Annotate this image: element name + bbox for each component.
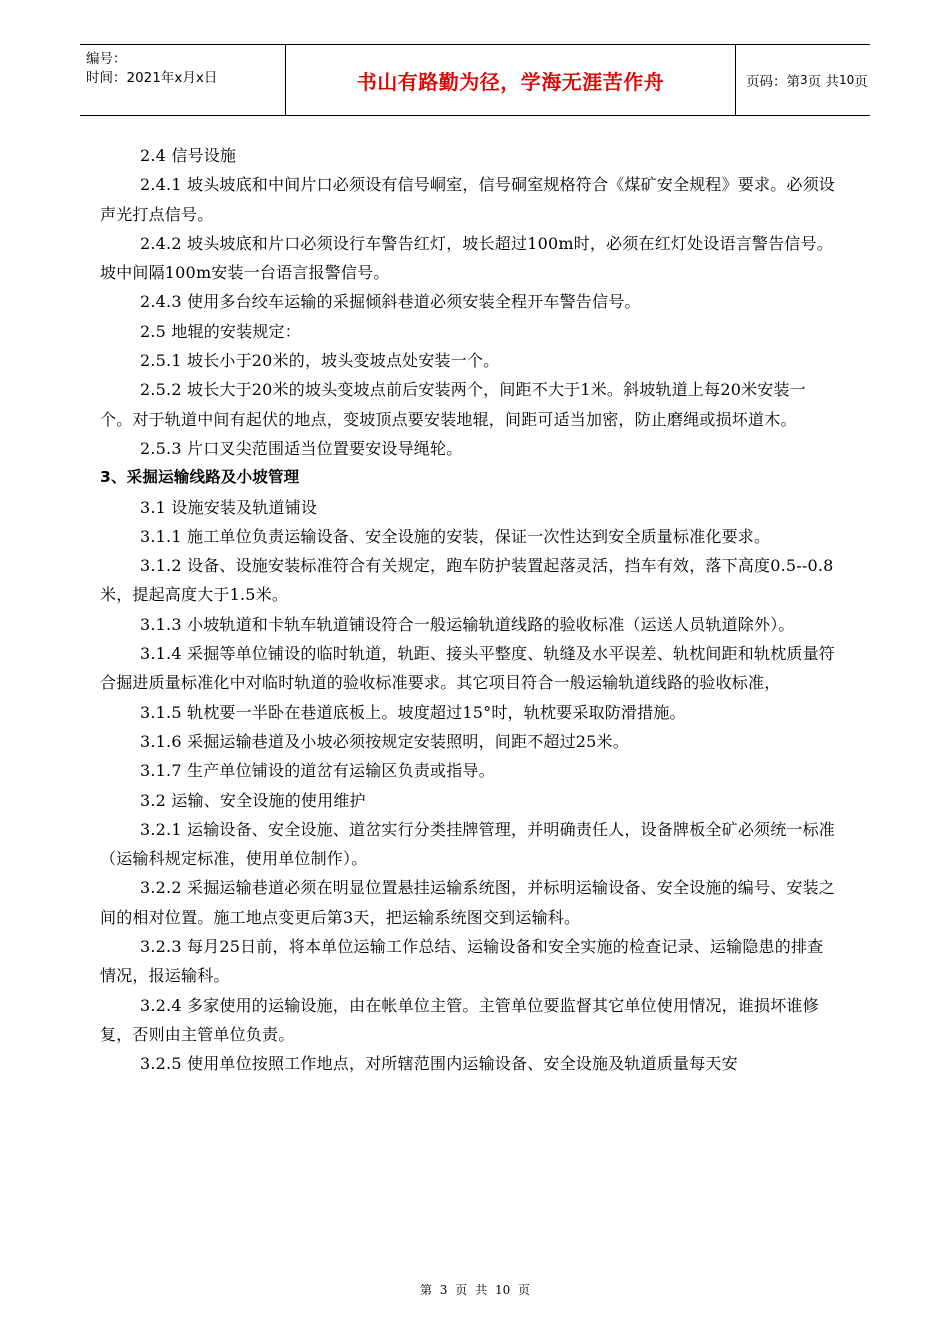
paragraph: 3.2.4 多家使用的运输设施，由在帐单位主管。主管单位要监督其它单位使用情况，谁损坏谁修复，否则由主管单位负责。 <box>100 995 819 1044</box>
paragraph: 2.4.3 使用多台绞车运输的采掘倾斜巷道必须安装全程开车警告信号。 <box>140 292 641 312</box>
page-total: 10 <box>838 73 855 87</box>
paragraph: 3.2.1 运输设备、安全设施、道岔实行分类挂牌管理，并明确责任人，设备牌板全矿必须统一标准（运输科规定标准，使用单位制作）。 <box>100 819 835 869</box>
header-page-info <box>736 45 870 115</box>
paragraph: 3.1.5 轨枕要一半卧在巷道底板上。坡度超过15°时，轨枕要采取防滑措施。 <box>140 702 686 722</box>
footer-total-pages: 10 <box>494 1283 511 1297</box>
footer-word: 页 <box>455 1283 468 1297</box>
chapter-heading: 3、采掘运输线路及小坡管理 <box>100 468 300 487</box>
header-motto: 书山有路勤为径，学海无涯苦作舟 <box>285 45 736 115</box>
paragraph: 3.2.5 使用单位按照工作地点，对所辖范围内运输设备、安全设施及轨道质量每天安 <box>140 1054 738 1074</box>
paragraph: 2.4.2 坡头坡底和片口必须设行车警告红灯，坡长超过100m时，必须在红灯处设语言警告信号。坡中间隔100m安装一台语言报警信号。 <box>100 233 833 283</box>
section-heading: 2.4 信号设施 <box>140 146 237 165</box>
paragraph: 2.4.1 坡头坡底和中间片口必须设有信号峒室，信号硐室规格符合《煤矿安全规程》要求。必须设声光打点信号。 <box>100 175 835 224</box>
paragraph: 3.1.7 生产单位铺设的道岔有运输区负责或指导。 <box>140 761 495 781</box>
document-body <box>100 141 838 1079</box>
footer-word: 共 <box>475 1283 488 1297</box>
paragraph: 3.1.4 采掘等单位铺设的临时轨道，轨距、接头平整度、轨缝及水平误差、轨枕间距和轨枕质量符合掘进质量标准化中对临时轨道的验收标准要求。其它项目符合一般运输轨道线路的验收标准， <box>100 644 835 693</box>
section-heading: 3.1 设施安装及轨道铺设 <box>140 497 318 517</box>
paragraph: 2.5.1 坡长小于20米的，坡头变坡点处安装一个。 <box>140 351 500 371</box>
section-heading: 2.5 地辊的安装规定： <box>140 321 301 341</box>
section-heading: 3.2 运输、安全设施的使用维护 <box>140 790 366 810</box>
footer-word: 第 <box>419 1283 432 1297</box>
footer-word: 页 <box>518 1283 531 1297</box>
paragraph: 3.2.2 采掘运输巷道必须在明显位置悬挂运输系统图，并标明运输设备、安全设施的编号、安装之间的相对位置。施工地点变更后第3天，把运输系统图交到运输科。 <box>100 878 835 927</box>
page-prefix: 页码：第 <box>746 74 800 90</box>
paragraph: 3.1.3 小坡轨道和卡轨车轨道铺设符合一般运输轨道线路的验收标准（运送人员轨道除外）。 <box>140 614 795 634</box>
paragraph: 2.5.3 片口叉尖范围适当位置要安设导绳轮。 <box>140 438 463 458</box>
header-meta <box>80 45 285 115</box>
number-label: 编号： <box>86 51 127 67</box>
paragraph: 3.1.6 采掘运输巷道及小坡必须按规定安装照明，间距不超过25米。 <box>140 731 629 751</box>
paragraph: 3.1.2 设备、设施安装标准符合有关规定，跑车防护装置起落灵活，挡车有效，落下高度0.5--0.8米，提起高度大于1.5米。 <box>100 556 834 605</box>
page-header <box>80 44 870 116</box>
footer-page-number: 3 <box>439 1283 448 1297</box>
page-suffix: 页 <box>854 74 868 90</box>
page-footer <box>0 1281 950 1298</box>
paragraph: 3.2.3 每月25日前，将本单位运输工作总结、运输设备和安全实施的检查记录、运输隐患的排查情况，报运输科。 <box>100 937 824 986</box>
time-label: 时间：2021年x月x日 <box>86 70 218 86</box>
paragraph: 3.1.1 施工单位负责运输设备、安全设施的安装，保证一次性达到安全质量标准化要求。 <box>140 526 771 546</box>
paragraph: 2.5.2 坡长大于20米的坡头变坡点前后安装两个，间距不大于1米。斜坡轨道上每20米安装一个。对于轨道中间有起伏的地点，变坡顶点要安装地辊，间距可适当加密，防止磨绳或损坏道木。 <box>100 380 806 429</box>
page-current: 3 <box>800 73 808 87</box>
page-mid: 页 共 <box>807 74 839 90</box>
